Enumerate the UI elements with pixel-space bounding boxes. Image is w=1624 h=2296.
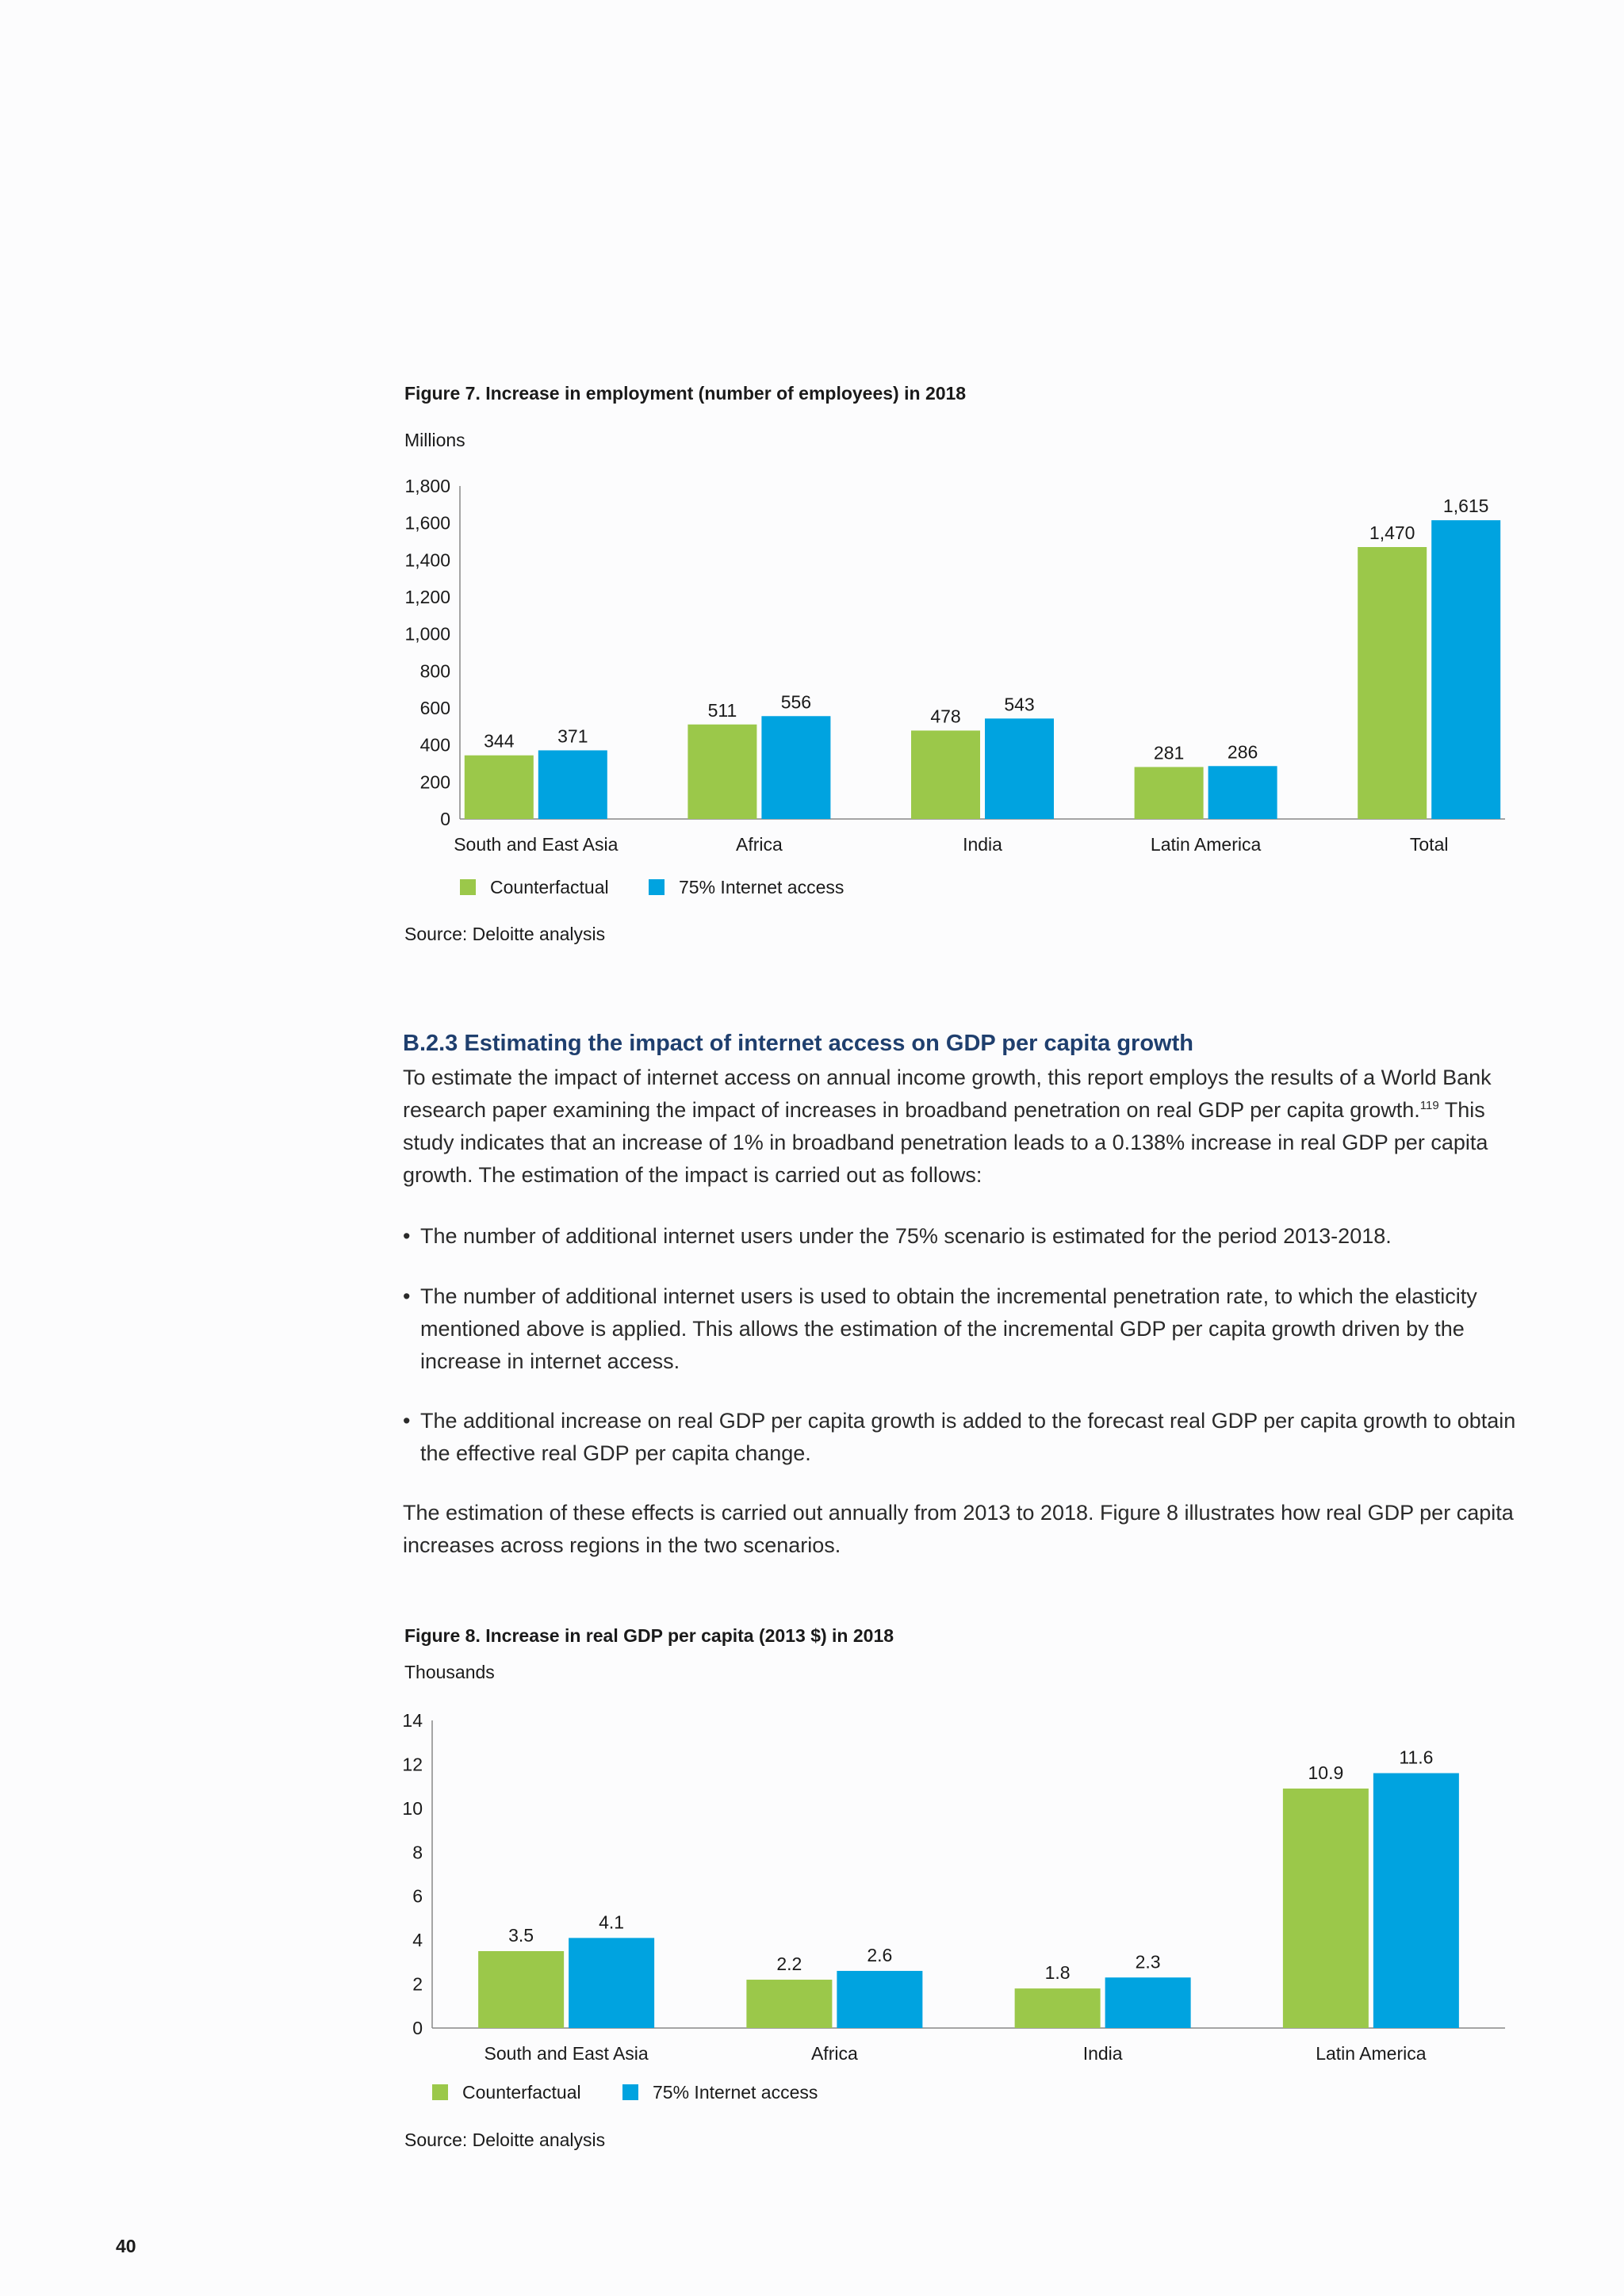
intro-text: To estimate the impact of internet access on annual income growth, this report employs the results of a World Bank research paper examining the impact of increases in broadband penetration on real GDP per capita growth. bbox=[403, 1066, 1492, 1122]
legend-label: Counterfactual bbox=[462, 2082, 581, 2103]
bar-internet-access bbox=[837, 1971, 922, 2028]
bullet-item bbox=[403, 1280, 1530, 1378]
y-tick-label: 0 bbox=[440, 809, 450, 829]
bullet-dot: • bbox=[403, 1224, 411, 1248]
bar-internet-access bbox=[761, 716, 830, 819]
data-label: 478 bbox=[930, 706, 961, 727]
bullet-item bbox=[403, 1405, 1530, 1470]
y-tick-label: 8 bbox=[412, 1842, 423, 1863]
y-tick-label: 800 bbox=[419, 660, 450, 682]
y-tick-label: 1,600 bbox=[404, 512, 450, 534]
y-tick-label: 600 bbox=[419, 698, 450, 718]
category-label: India bbox=[1082, 2043, 1123, 2064]
category-label: South and East Asia bbox=[484, 2043, 649, 2064]
data-label: 1.8 bbox=[1044, 1962, 1071, 1984]
legend-label: 75% Internet access bbox=[679, 877, 845, 897]
bullet-dot: • bbox=[403, 1284, 411, 1308]
figure7-source: Source: Deloitte analysis bbox=[404, 924, 606, 944]
y-tick-label: 1,000 bbox=[404, 623, 450, 645]
bar-counterfactual bbox=[911, 730, 980, 819]
legend-swatch-internet-access bbox=[649, 879, 665, 895]
data-label: 344 bbox=[484, 730, 515, 752]
y-tick-label: 1,800 bbox=[404, 476, 450, 496]
legend-label: 75% Internet access bbox=[653, 2082, 818, 2103]
figure8-chart bbox=[0, 1697, 1624, 2125]
category-label: India bbox=[963, 834, 1002, 855]
y-tick-label: 1,200 bbox=[404, 587, 450, 607]
y-tick-label: 14 bbox=[402, 1710, 423, 1731]
bar-counterfactual bbox=[1135, 767, 1204, 819]
bar-internet-access bbox=[985, 718, 1054, 819]
page-number: 40 bbox=[116, 2236, 136, 2256]
legend-swatch-internet-access bbox=[622, 2084, 638, 2100]
category-label: Latin America bbox=[1316, 2043, 1427, 2064]
legend-swatch-counterfactual bbox=[460, 879, 476, 895]
category-label: Latin America bbox=[1150, 834, 1262, 855]
bar-internet-access bbox=[1105, 1977, 1191, 2028]
bar-counterfactual bbox=[465, 756, 534, 819]
data-label: 281 bbox=[1153, 742, 1185, 763]
y-tick-label: 200 bbox=[419, 771, 450, 793]
y-tick-label: 6 bbox=[412, 1885, 423, 1907]
data-label: 543 bbox=[1004, 694, 1035, 715]
y-tick-label: 400 bbox=[419, 734, 450, 756]
bullet-item bbox=[403, 1220, 1530, 1253]
figure8-title: Figure 8. Increase in real GDP per capita (2013 $) in 2018 bbox=[404, 1625, 894, 1646]
legend-label: Counterfactual bbox=[490, 877, 609, 897]
bullet-dot: • bbox=[403, 1409, 411, 1433]
y-tick-label: 2 bbox=[412, 1973, 423, 1995]
bar-internet-access bbox=[538, 750, 607, 819]
data-label: 11.6 bbox=[1399, 1747, 1434, 1768]
bar-counterfactual bbox=[746, 1980, 832, 2028]
closing-paragraph: The estimation of these effects is carried out annually from 2013 to 2018. Figure 8 illustrates how real GDP per capita increases across regions in the two scenarios. bbox=[403, 1501, 1514, 1557]
bar-internet-access bbox=[569, 1938, 654, 2028]
data-label: 511 bbox=[707, 699, 737, 721]
data-label: 4.1 bbox=[599, 1911, 625, 1933]
data-label: 1,615 bbox=[1442, 496, 1489, 517]
bar-counterfactual bbox=[1283, 1789, 1369, 2028]
figure7-title: Figure 7. Increase in employment (number of employees) in 2018 bbox=[404, 383, 967, 404]
data-label: 1,470 bbox=[1369, 522, 1415, 543]
figure7-chart bbox=[0, 460, 1624, 912]
bullet-text: The number of additional internet users under the 75% scenario is estimated for the period 2013-2018. bbox=[420, 1224, 1392, 1248]
category-label: Total bbox=[1409, 834, 1449, 855]
data-label: 2.6 bbox=[867, 1944, 893, 1965]
category-label: Africa bbox=[810, 2043, 858, 2064]
y-tick-label: 10 bbox=[402, 1797, 423, 1819]
data-label: 10.9 bbox=[1308, 1762, 1344, 1783]
section-heading: B.2.3 Estimating the impact of internet access on GDP per capita growth bbox=[403, 1031, 1193, 1056]
data-label: 371 bbox=[557, 725, 588, 747]
figure8-source: Source: Deloitte analysis bbox=[404, 2130, 606, 2150]
bar-internet-access bbox=[1431, 520, 1500, 819]
category-label: South and East Asia bbox=[454, 834, 619, 855]
bar-counterfactual bbox=[478, 1951, 564, 2028]
data-label: 3.5 bbox=[508, 1925, 534, 1946]
data-label: 286 bbox=[1227, 741, 1258, 763]
bar-counterfactual bbox=[1358, 547, 1427, 819]
data-label: 2.3 bbox=[1135, 1951, 1161, 1973]
y-tick-label: 1,400 bbox=[404, 549, 450, 571]
y-tick-label: 0 bbox=[412, 2018, 423, 2038]
figure8-units: Thousands bbox=[404, 1662, 495, 1682]
data-label: 2.2 bbox=[776, 1954, 802, 1975]
y-tick-label: 12 bbox=[402, 1754, 423, 1775]
intro-text-cont: This study indicates that an increase of 1% in broadband penetration leads to a 0.138% increase in real GDP per capita growth. The estimation of the impact is carried out as follows: bbox=[403, 1098, 1488, 1187]
bar-internet-access bbox=[1208, 766, 1277, 819]
data-label: 556 bbox=[780, 691, 812, 713]
legend-swatch-counterfactual bbox=[432, 2084, 448, 2100]
bar-counterfactual bbox=[688, 725, 756, 819]
bullet-text: The additional increase on real GDP per capita growth is added to the forecast real GDP per capita growth to obtain the effective real GDP per capita change. bbox=[420, 1409, 1516, 1465]
bar-counterfactual bbox=[1015, 1988, 1101, 2028]
bar-internet-access bbox=[1373, 1774, 1459, 2028]
figure7-units: Millions bbox=[404, 430, 465, 450]
y-tick-label: 4 bbox=[412, 1930, 423, 1951]
bullet-text: The number of additional internet users is used to obtain the incremental penetration rate, to which the elasticity mentioned above is applied. This allows the estimation of the incremental GDP per capita growth driven by the increase in internet access. bbox=[420, 1284, 1477, 1373]
category-label: Africa bbox=[736, 834, 783, 855]
intro-paragraph bbox=[403, 1062, 1529, 1192]
footnote-ref[interactable]: 119 bbox=[1419, 1099, 1439, 1112]
